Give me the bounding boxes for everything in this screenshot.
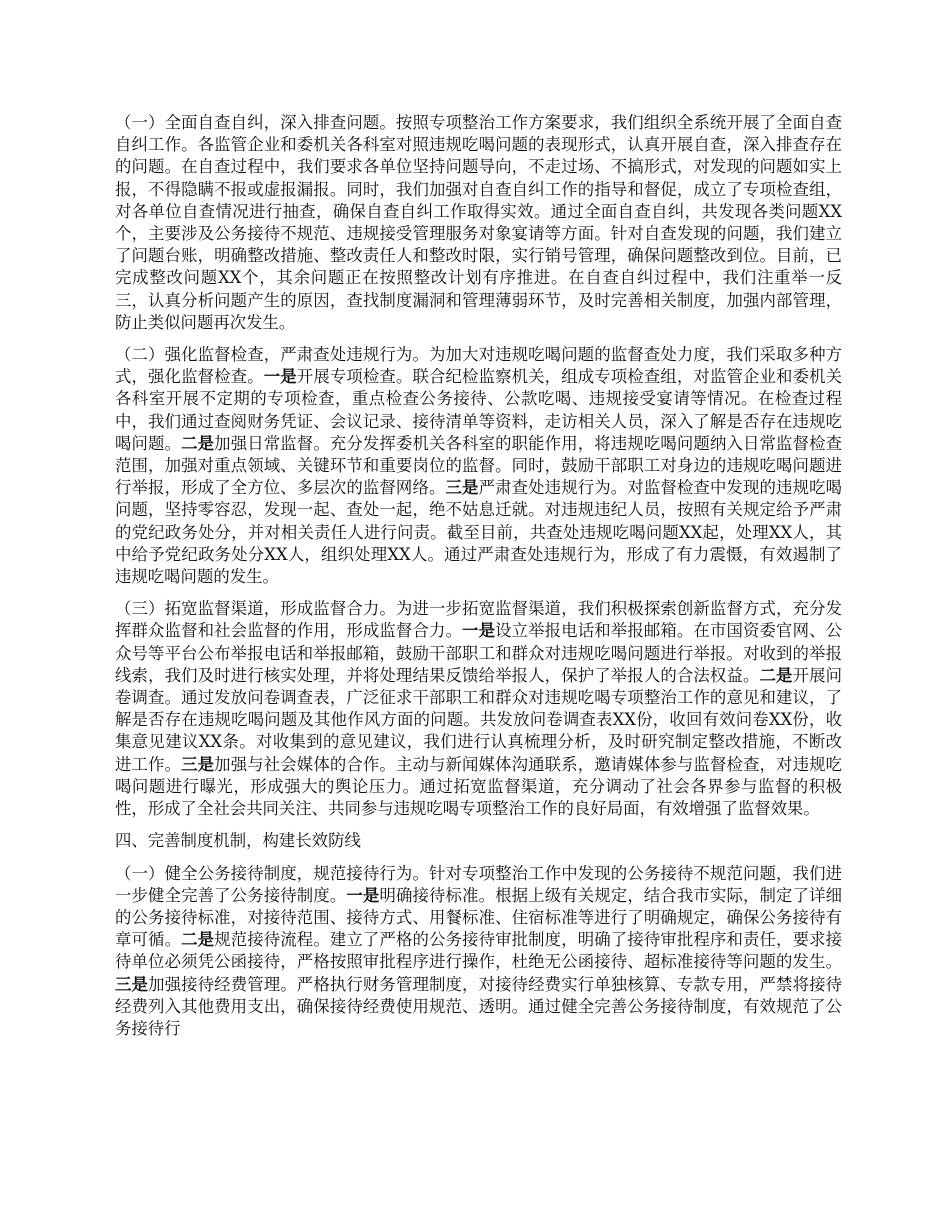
- paragraph-text: （一）健全公务接待制度，规范接待行为。针对专项整治工作中发现的公务接待不规范问题，我们进一步健全完善了公务接待制度。: [115, 863, 842, 905]
- paragraph-supervision-inspection: [115, 344, 842, 588]
- paragraph-text: 严肃查处违规行为。对监督检查中发现的违规吃喝问题，坚持零容忍，发现一起、查处一起，绝不姑息迁就。对违规违纪人员，按照有关规定给予严肃的党纪政务处分，并对相关责任人进行问责。截至目前，共查处违规吃喝问题XX起，处理XX人，其中给予党纪政务处分XX人，组织处理XX人。通过严肃查处违规行为，形成了有力震慑，有效遏制了违规吃喝问题的发生。: [115, 478, 843, 587]
- paragraph-text: 开展问卷调查。通过发放问卷调查表，广泛征求干部职工和群众对违规吃喝专项整治工作的意见和建议，了解是否存在违规吃喝问题及其他作风方面的问题。共发放问卷调查表XX份，收回有效问卷XX份，收集意见建议XX条。对收集到的意见建议，我们进行认真梳理分析，及时研究制定整改措施，不断改进工作。: [115, 665, 843, 774]
- emphasis-third: 三是: [115, 974, 149, 994]
- paragraph-text: 明确接待标准。根据上级有关规定，结合我市实际，制定了详细的公务接待标准，对接待范围、接待方式、用餐标准、住宿标准等进行了明确规定，确保公务接待有章可循。: [115, 885, 843, 950]
- paragraph-text: 加强日常监督。充分发挥委机关各科室的职能作用，将违规吃喝问题纳入日常监督检查范围，加强对重点领域、关键环节和重要岗位的监督。同时，鼓励干部职工对身边的违规吃喝问题进行举报，形成了全方位、多层次的监督网络。: [115, 433, 843, 498]
- paragraph-text: 规范接待流程。建立了严格的公务接待审批制度，明确了接待审批程序和责任，要求接待单位必须凭公函接待，严格按照审批程序进行操作，杜绝无公函接待、超标准接待等问题的发生。: [115, 930, 843, 972]
- paragraph-self-inspection: [115, 112, 842, 334]
- paragraph-reception-system: [115, 863, 842, 1041]
- section-heading-text: 四、完善制度机制，构建长效防线: [115, 831, 361, 851]
- emphasis-first: 一是: [462, 621, 496, 641]
- emphasis-first: 一是: [263, 367, 297, 387]
- paragraph-text: （二）强化监督检查，严肃查处违规行为。为加大对违规吃喝问题的监督查处力度，我们采取多种方式，强化监督检查。: [115, 345, 842, 387]
- paragraph-text: 开展专项检查。联合纪检监察机关，组成专项检查组，对监管企业和委机关各科室开展不定期的专项检查，重点检查公务接待、公款吃喝、违规接受宴请等情况。在检查过程中，我们通过查阅财务凭证、会议记录、接待清单等资料，走访相关人员，深入了解是否存在违规吃喝问题。: [115, 367, 843, 453]
- emphasis-second: 二是: [181, 433, 215, 453]
- paragraph-supervision-channels: [115, 598, 842, 820]
- paragraph-text: （三）拓宽监督渠道，形成监督合力。为进一步拓宽监督渠道，我们积极探索创新监督方式，充分发挥群众监督和社会监督的作用，形成监督合力。: [115, 599, 842, 641]
- paragraph-text: 加强接待经费管理。严格执行财务管理制度，对接待经费实行单独核算、专款专用，严禁将接待经费列入其他费用支出，确保接待经费使用规范、透明。通过健全完善公务接待制度，有效规范了公务接待行: [115, 974, 843, 1038]
- emphasis-second: 二是: [759, 665, 793, 685]
- emphasis-third: 三是: [181, 754, 215, 774]
- paragraph-text: （一）全面自查自纠，深入排查问题。按照专项整治工作方案要求，我们组织全系统开展了全面自查自纠工作。各监管企业和委机关各科室对照违规吃喝问题的表现形式，认真开展自查，深入排查存在的问题。在自查过程中，我们要求各单位坚持问题导向，不走过场、不搞形式，对发现的问题如实上报，不得隐瞒不报或虚报漏报。同时，我们加强对自查自纠工作的指导和督促，成立了专项检查组，对各单位自查情况进行抽查，确保自查自纠工作取得实效。通过全面自查自纠，共发现各类问题XX个，主要涉及公务接待不规范、违规接受管理服务对象宴请等方面。针对自查发现的问题，我们建立了问题台账，明确整改措施、整改责任人和整改时限，实行销号管理，确保问题整改到位。目前，已完成整改问题XX个，其余问题正在按照整改计划有序推进。在自查自纠过程中，我们注重举一反三，认真分析问题产生的原因，查找制度漏洞和管理薄弱环节，及时完善相关制度，加强内部管理，防止类似问题再次发生。: [115, 113, 842, 332]
- section-heading: [115, 830, 842, 852]
- paragraph-text: 设立举报电话和举报邮箱。在市国资委官网、公众号等平台公布举报电话和举报邮箱，鼓励干部职工和群众对违规吃喝问题进行举报。对收到的举报线索，我们及时进行核实处理，并将处理结果反馈给举报人，保护了举报人的合法权益。: [115, 621, 843, 685]
- emphasis-first: 一是: [346, 885, 380, 905]
- document-body: [115, 112, 842, 1050]
- paragraph-text: 加强与社会媒体的合作。主动与新闻媒体沟通联系，邀请媒体参与监督检查，对违规吃喝问题进行曝光，形成强大的舆论压力。通过拓宽监督渠道，充分调动了社会各界参与监督的积极性，形成了全社会共同关注、共同参与违规吃喝专项整治工作的良好局面，有效增强了监督效果。: [115, 754, 843, 819]
- emphasis-second: 二是: [181, 930, 215, 950]
- emphasis-third: 三是: [445, 478, 479, 498]
